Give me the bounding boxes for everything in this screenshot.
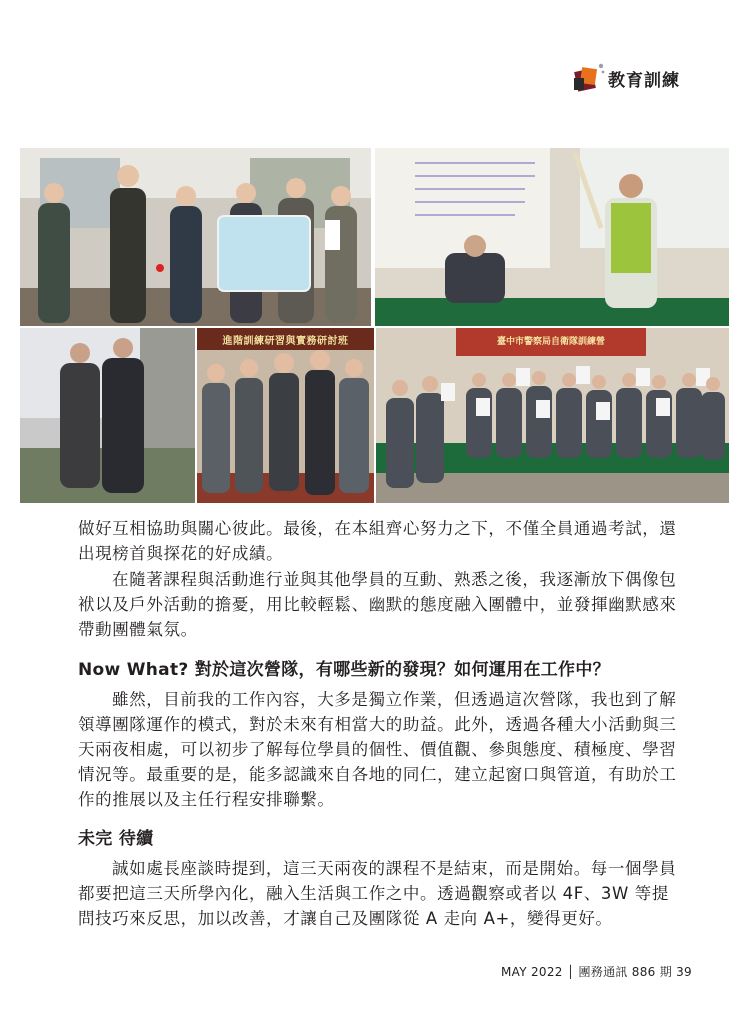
heading-now-what: Now What? 對於這次營隊，有哪些新的發現？如何運用在工作中？ bbox=[78, 660, 610, 680]
heading-to-be-continued: 未完 待續 bbox=[78, 829, 154, 849]
photo-group-thumbs bbox=[197, 328, 374, 503]
page-footer: MAY 2022 │ 團務通訊 886 期 39 bbox=[501, 965, 692, 979]
paragraph-3 bbox=[78, 687, 678, 812]
paragraph-3-text: 雖然，目前我的工作內容，大多是獨立作業，但透過這次營隊，我也到了解領導團隊運作的模式，對於未來有相當大的助益。此外，透過各種大小活動與三天兩夜相處，可以初步了解每位學員的個性、價值觀、參與態度、積極度、學習情況等。最重要的是，能多認識來自各地的同仁，建立起窗口與管道，有助於工作的推展以及主任行程安排聯繫。 bbox=[78, 690, 677, 809]
section-logo-icon bbox=[572, 62, 606, 94]
photo-lecture bbox=[375, 148, 729, 326]
section-title: 教育訓練 bbox=[608, 71, 680, 91]
paragraph-2-text: 在隨著課程與活動進行並與其他學員的互動、熟悉之後，我逐漸放下偶像包袱以及戶外活動的擔憂，用比較輕鬆、幽默的態度融入團體中，並發揮幽默感來帶動團體氣氛。 bbox=[78, 570, 677, 639]
banner-right: 臺中市警察局自衛隊訓練營 bbox=[496, 337, 605, 347]
paragraph-4 bbox=[78, 856, 678, 931]
paragraph-2 bbox=[78, 567, 678, 642]
section-header bbox=[572, 58, 732, 98]
photo-group-poster bbox=[20, 148, 371, 326]
photo-collage bbox=[20, 148, 729, 503]
paragraph-1-text: 做好互相協助與關心彼此。最後，在本組齊心努力之下，不僅全員通過考試，還出現榜首與探花的好成績。 bbox=[78, 519, 677, 563]
photo-group-class bbox=[376, 328, 729, 503]
paragraph-1 bbox=[78, 516, 678, 566]
photo-two-members bbox=[20, 328, 195, 503]
paragraph-4-text: 誠如處長座談時提到，這三天兩夜的課程不是結束，而是開始。每一個學員都要把這三天所學內化，融入生活與工作之中。透過觀察或者以 4F、3W 等提問技巧來反思，加以改善，才讓自己及團隊從 A 走向 A+，變得更好。 bbox=[78, 859, 677, 928]
banner-middle: 進階訓練研習與實務研討班 bbox=[222, 336, 349, 347]
